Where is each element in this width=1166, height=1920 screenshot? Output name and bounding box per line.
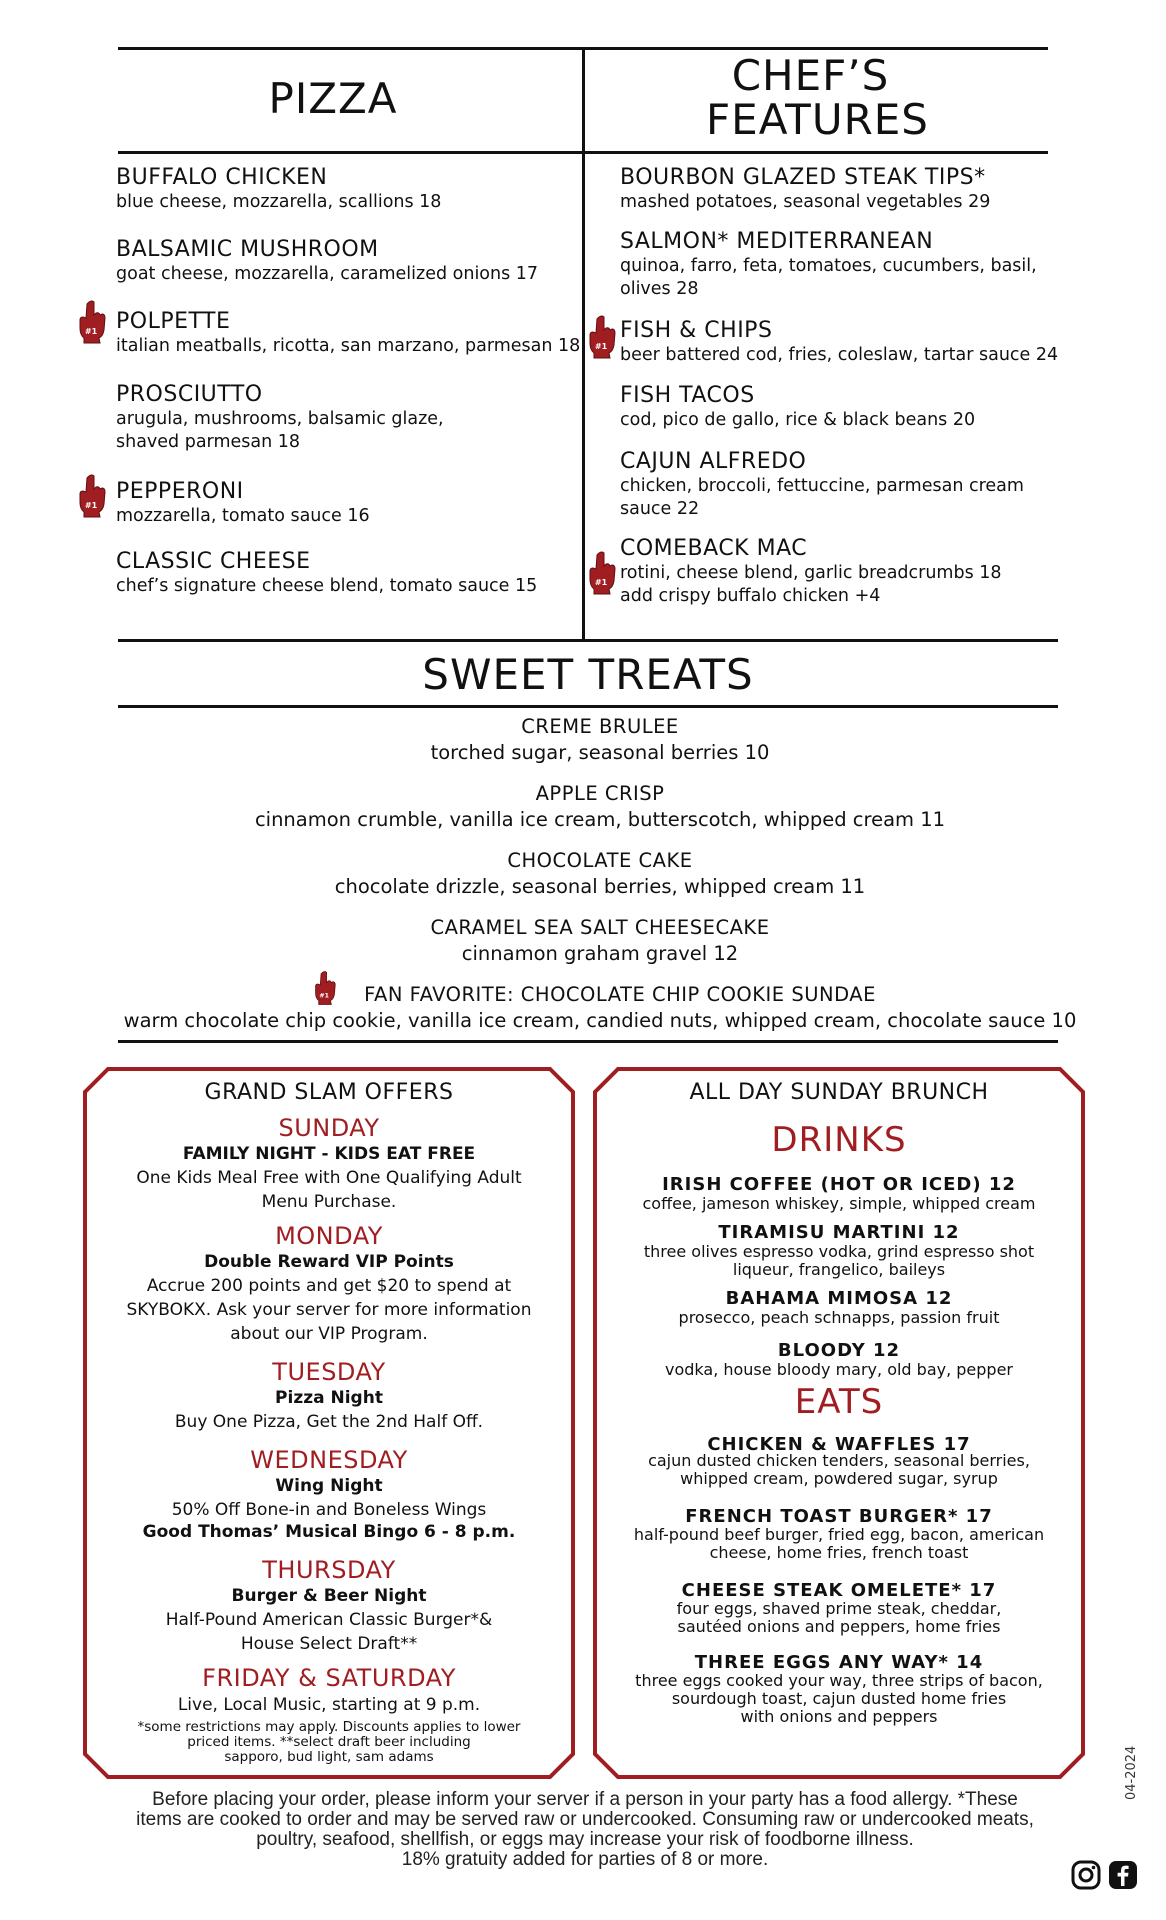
day-heading: FRIDAY & SATURDAY: [202, 1664, 456, 1692]
brunch-panel: [592, 1066, 1086, 1780]
eats-desc: four eggs, shaved prime steak, cheddar, sautéed onions and peppers, home fries: [676, 1599, 1002, 1636]
item-desc: cinnamon crumble, vanilla ice cream, butterscotch, whipped cream 11: [254, 808, 946, 831]
day-heading: SUNDAY: [278, 1114, 380, 1142]
item-desc: cod, pico de gallo, rice & black beans 20: [620, 410, 976, 430]
eats-name: CHEESE STEAK OMELETE* 17: [681, 1580, 997, 1601]
item-desc: chicken, broccoli, fettuccine, parmesan cream sauce 22: [620, 476, 1024, 519]
item-desc: arugula, mushrooms, balsamic glaze, shaved parmesan 18: [116, 409, 444, 452]
foam-finger-icon: [78, 474, 106, 518]
item-name: CHOCOLATE CAKE: [507, 849, 693, 872]
menu-item: [116, 549, 537, 598]
offer-text: Live, Local Music, starting at 9 p.m.: [177, 1695, 481, 1715]
item-desc: italian meatballs, ricotta, san marzano, parmesan 18: [116, 336, 581, 356]
item-name: CARAMEL SEA SALT CHEESECAKE: [430, 916, 770, 939]
eats-name: THREE EGGS ANY WAY* 14: [694, 1652, 984, 1673]
sweets-bottom-rule: [118, 1040, 1058, 1043]
item-name: BALSAMIC MUSHROOM: [116, 237, 379, 262]
drink-name: BLOODY 12: [777, 1340, 901, 1361]
item-name: POLPETTE: [116, 309, 231, 334]
features-title: [585, 51, 1050, 144]
offer-extra: Good Thomas’ Musical Bingo 6 - 8 p.m.: [142, 1522, 516, 1542]
drink-desc: three olives espresso vodka, grind espresso shot liqueur, frangelico, baileys: [643, 1242, 1035, 1279]
drink-name: IRISH COFFEE (HOT OR ICED) 12: [662, 1174, 1016, 1195]
brunch-title: ALL DAY SUNDAY BRUNCH: [689, 1080, 989, 1105]
fine-print: *some restrictions may apply. Discounts applies to lower priced items. **select draft beer including sapporo, bud light, sam adams: [137, 1719, 521, 1765]
item-desc: torched sugar, seasonal berries 10: [430, 741, 770, 764]
menu-item: [116, 382, 444, 454]
sweets-title: SWEET TREATS: [422, 650, 754, 699]
day-heading: WEDNESDAY: [250, 1446, 408, 1474]
menu-item: [116, 479, 370, 528]
menu-item: [116, 165, 441, 214]
features-title-line2: FEATURES: [706, 95, 929, 144]
item-name: CAJUN ALFREDO: [620, 449, 807, 474]
foam-finger-icon: [588, 551, 616, 595]
drink-name: TIRAMISU MARTINI 12: [718, 1222, 960, 1243]
facebook-icon[interactable]: [1108, 1860, 1138, 1890]
offer-title: Double Reward VIP Points: [204, 1252, 454, 1272]
drink-desc: vodka, house bloody mary, old bay, pepper: [664, 1360, 1014, 1379]
item-name: CLASSIC CHEESE: [116, 549, 311, 574]
dessert-item: [100, 848, 1100, 900]
dessert-item: [100, 781, 1100, 833]
allergy-notice: Before placing your order, please inform your server if a person in your party has a food allergy. *These items are cooked to order and may be served raw or undercooked. Consuming raw or undercooked meats, poultry, seafood, shellfish, or eggs may increase your risk of foodborne illness. 18% gratuity added for parties of 8 or more.: [136, 1789, 1034, 1870]
date-code: 04-2024: [1124, 1745, 1139, 1800]
item-name: PEPPERONI: [116, 479, 244, 504]
pizza-title: PIZZA: [268, 74, 398, 123]
item-name: SALMON* MEDITERRANEAN: [620, 229, 934, 254]
grand-slam-title: GRAND SLAM OFFERS: [204, 1080, 454, 1105]
item-name: FISH & CHIPS: [620, 318, 773, 343]
grand-slam-panel: [82, 1066, 576, 1780]
day-heading: THURSDAY: [262, 1556, 396, 1584]
instagram-icon[interactable]: [1071, 1860, 1101, 1890]
item-desc: beer battered cod, fries, coleslaw, tartar sauce 24: [620, 345, 1059, 365]
item-desc: chocolate drizzle, seasonal berries, whipped cream 11: [334, 875, 866, 898]
item-name: COMEBACK MAC: [620, 536, 808, 561]
offer-text: Accrue 200 points and get $20 to spend at SKYBOKX. Ask your server for more information about our VIP Program.: [126, 1276, 532, 1344]
dessert-item: [100, 714, 1100, 766]
menu-item: [620, 536, 1002, 608]
menu-item: [620, 383, 975, 432]
day-heading: MONDAY: [275, 1222, 383, 1250]
dessert-item: [100, 915, 1100, 967]
day-heading: TUESDAY: [272, 1358, 386, 1386]
menu-item: [620, 318, 1058, 367]
dessert-item: [80, 982, 1120, 1034]
drink-name: BAHAMA MIMOSA 12: [725, 1288, 953, 1309]
item-desc: rotini, cheese blend, garlic breadcrumbs 18 add crispy buffalo chicken +4: [620, 563, 1002, 606]
menu-item: [620, 229, 1037, 301]
item-desc: mashed potatoes, seasonal vegetables 29: [620, 192, 991, 212]
eats-title: EATS: [794, 1382, 884, 1422]
menu-item: [116, 309, 580, 358]
menu-item: [620, 165, 990, 214]
item-desc: blue cheese, mozzarella, scallions 18: [116, 192, 442, 212]
features-title-line1: CHEF’S: [731, 51, 890, 100]
drink-desc: prosecco, peach schnapps, passion fruit: [678, 1308, 1000, 1327]
offer-text: 50% Off Bone-in and Boneless Wings: [171, 1500, 487, 1520]
eats-name: FRENCH TOAST BURGER* 17: [685, 1506, 993, 1527]
item-name: FISH TACOS: [620, 383, 755, 408]
eats-name: CHICKEN & WAFFLES 17: [707, 1434, 971, 1455]
offer-title: Burger & Beer Night: [231, 1586, 427, 1606]
item-desc: chef’s signature cheese blend, tomato sauce 15: [116, 576, 538, 596]
sweets-top-rule: [118, 639, 1058, 642]
offer-text: One Kids Meal Free with One Qualifying Adult Menu Purchase.: [136, 1168, 522, 1212]
menu-item: [620, 449, 1024, 521]
menu-item: [116, 237, 538, 286]
drink-desc: coffee, jameson whiskey, simple, whipped cream: [642, 1194, 1036, 1213]
item-name: BUFFALO CHICKEN: [116, 165, 328, 190]
item-desc: goat cheese, mozzarella, caramelized onions 17: [116, 264, 539, 284]
drinks-title: DRINKS: [771, 1120, 907, 1160]
item-name: CREME BRULEE: [521, 715, 679, 738]
foam-finger-icon: [78, 300, 106, 344]
offer-title: FAMILY NIGHT - KIDS EAT FREE: [182, 1144, 476, 1164]
item-name: APPLE CRISP: [535, 782, 665, 805]
offer-text: Buy One Pizza, Get the 2nd Half Off.: [174, 1412, 484, 1432]
item-desc: cinnamon graham gravel 12: [461, 942, 739, 965]
eats-desc: half-pound beef burger, fried egg, bacon, american cheese, home fries, french toast: [633, 1525, 1045, 1562]
item-name: BOURBON GLAZED STEAK TIPS*: [620, 165, 986, 190]
item-name: FAN FAVORITE: CHOCOLATE CHIP COOKIE SUNDAE: [364, 983, 876, 1006]
header-rule: [118, 151, 1048, 154]
eats-desc: three eggs cooked your way, three strips of bacon, sourdough toast, cajun dusted home fries with onions and peppers: [635, 1671, 1043, 1726]
item-desc: warm chocolate chip cookie, vanilla ice cream, candied nuts, whipped cream, chocolate sauce 10: [123, 1009, 1077, 1032]
foam-finger-icon: [588, 315, 616, 359]
item-desc: mozzarella, tomato sauce 16: [116, 506, 370, 526]
item-desc: quinoa, farro, feta, tomatoes, cucumbers, basil, olives 28: [620, 256, 1037, 299]
sweets-title-rule: [118, 705, 1058, 708]
item-name: PROSCIUTTO: [116, 382, 263, 407]
offer-title: Pizza Night: [275, 1388, 383, 1408]
offer-text: Half-Pound American Classic Burger*& House Select Draft**: [165, 1610, 493, 1654]
eats-desc: cajun dusted chicken tenders, seasonal berries, whipped cream, powdered sugar, syrup: [648, 1451, 1030, 1488]
offer-title: Wing Night: [275, 1476, 383, 1496]
